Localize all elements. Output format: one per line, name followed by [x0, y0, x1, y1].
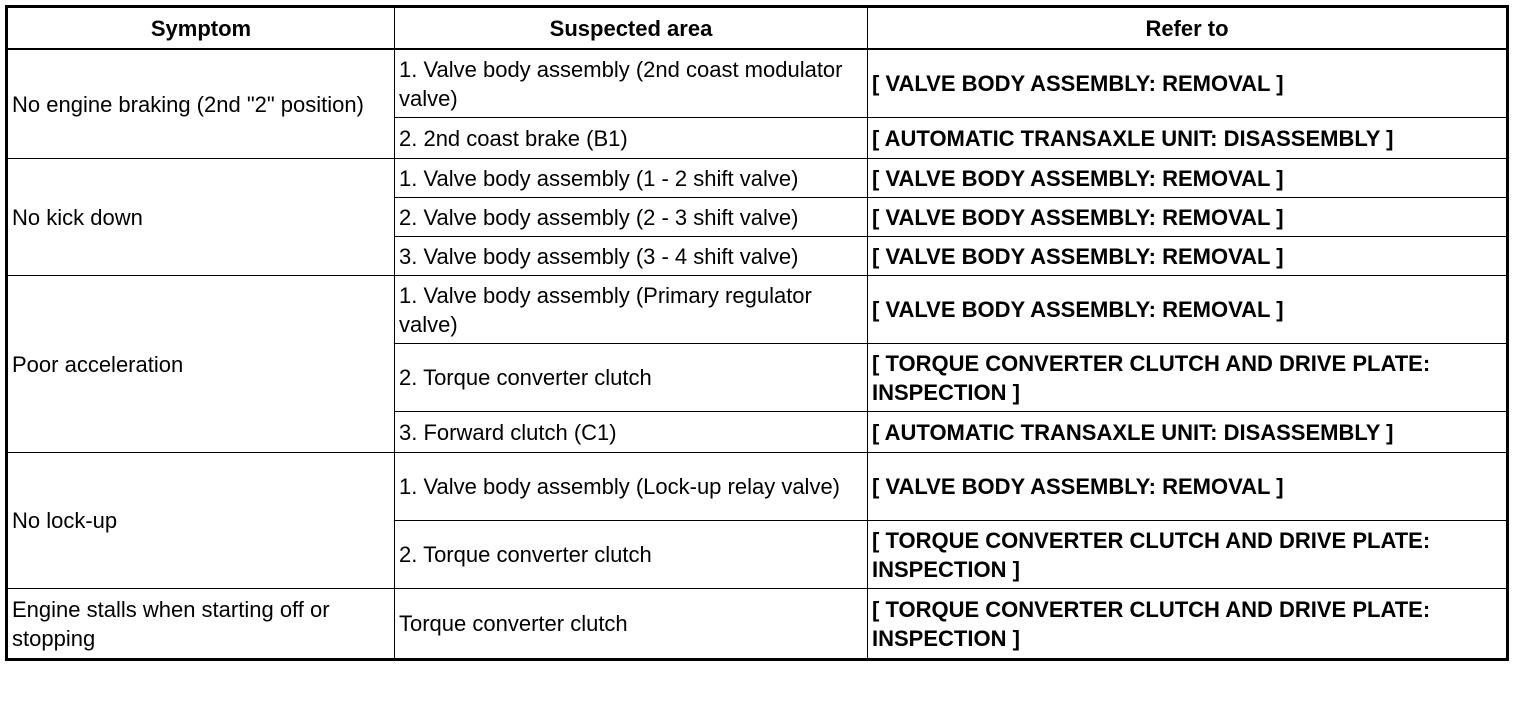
- troubleshooting-table: [5, 5, 1509, 661]
- symptom-cell: No engine braking (2nd "2" position): [7, 49, 395, 159]
- suspected-area-cell: 1. Valve body assembly (2nd coast modulator valve): [395, 49, 868, 118]
- table-row: [7, 589, 1508, 660]
- refer-to-cell: [ VALVE BODY ASSEMBLY: REMOVAL ]: [868, 453, 1508, 521]
- refer-to-cell: [ VALVE BODY ASSEMBLY: REMOVAL ]: [868, 237, 1508, 276]
- suspected-area-cell: 2. Torque converter clutch: [395, 521, 868, 589]
- refer-to-cell: [ AUTOMATIC TRANSAXLE UNIT: DISASSEMBLY ]: [868, 412, 1508, 453]
- suspected-area-cell: Torque converter clutch: [395, 589, 868, 660]
- refer-to-cell: [ TORQUE CONVERTER CLUTCH AND DRIVE PLATE: INSPECTION ]: [868, 521, 1508, 589]
- table-row: [7, 276, 1508, 344]
- symptom-cell: No kick down: [7, 159, 395, 276]
- refer-to-cell: [ TORQUE CONVERTER CLUTCH AND DRIVE PLATE: INSPECTION ]: [868, 589, 1508, 660]
- symptom-cell: No lock-up: [7, 453, 395, 589]
- refer-to-cell: [ VALVE BODY ASSEMBLY: REMOVAL ]: [868, 276, 1508, 344]
- table-row: [7, 49, 1508, 118]
- suspected-area-cell: 1. Valve body assembly (Lock-up relay valve): [395, 453, 868, 521]
- header-suspected-area: Suspected area: [395, 7, 868, 50]
- refer-to-cell: [ VALVE BODY ASSEMBLY: REMOVAL ]: [868, 198, 1508, 237]
- header-symptom: Symptom: [7, 7, 395, 50]
- suspected-area-cell: 2. Valve body assembly (2 - 3 shift valve): [395, 198, 868, 237]
- symptom-cell: Poor acceleration: [7, 276, 395, 453]
- refer-to-cell: [ VALVE BODY ASSEMBLY: REMOVAL ]: [868, 159, 1508, 198]
- refer-to-cell: [ AUTOMATIC TRANSAXLE UNIT: DISASSEMBLY ]: [868, 118, 1508, 159]
- table-row: [7, 159, 1508, 198]
- suspected-area-cell: 3. Forward clutch (C1): [395, 412, 868, 453]
- refer-to-cell: [ TORQUE CONVERTER CLUTCH AND DRIVE PLATE: INSPECTION ]: [868, 344, 1508, 412]
- suspected-area-cell: 1. Valve body assembly (Primary regulator valve): [395, 276, 868, 344]
- refer-to-cell: [ VALVE BODY ASSEMBLY: REMOVAL ]: [868, 49, 1508, 118]
- symptom-cell: Engine stalls when starting off or stopping: [7, 589, 395, 660]
- suspected-area-cell: 1. Valve body assembly (1 - 2 shift valve): [395, 159, 868, 198]
- suspected-area-cell: 2. Torque converter clutch: [395, 344, 868, 412]
- suspected-area-cell: 3. Valve body assembly (3 - 4 shift valve): [395, 237, 868, 276]
- header-row: [7, 7, 1508, 50]
- suspected-area-cell: 2. 2nd coast brake (B1): [395, 118, 868, 159]
- table-row: [7, 453, 1508, 521]
- header-refer-to: Refer to: [868, 7, 1508, 50]
